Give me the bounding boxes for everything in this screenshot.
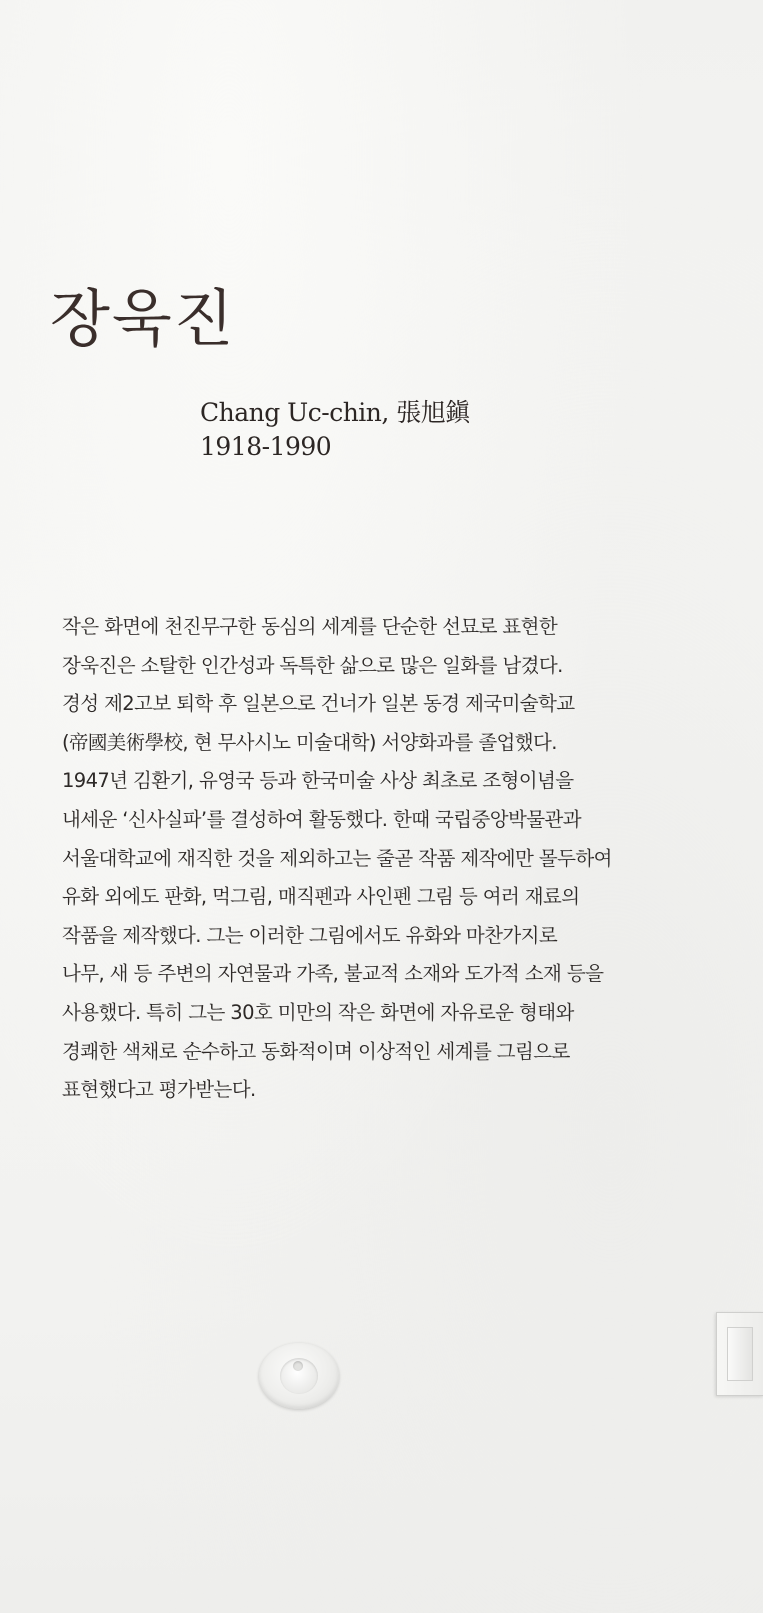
biography-line: 장욱진은 소탈한 인간성과 독특한 삶으로 많은 일화를 남겼다. [62,653,563,677]
artist-name-korean: 장욱진 [50,282,236,355]
artist-life-years: 1918-1990 [200,432,332,461]
artist-name-romanized-hanja: Chang Uc-chin, 張旭鎭 [200,398,470,427]
biography-line: 작품을 제작했다. 그는 이러한 그림에서도 유화와 마찬가지로 [62,923,558,947]
biography-line: 경성 제2고보 퇴학 후 일본으로 건너가 일본 동경 제국미술학교 [62,692,575,716]
biography-line: 경쾌한 색채로 순수하고 동화적이며 이상적인 세계를 그림으로 [62,1039,570,1063]
biography-line: 표현했다고 평가받는다. [62,1078,256,1102]
artist-biography [62,608,732,1110]
light-switch-icon [716,1312,763,1396]
artist-subtitle [200,396,470,464]
round-wall-outlet-icon [259,1343,339,1409]
biography-line: 내세운 ‘신사실파’를 결성하여 활동했다. 한때 국립중앙박물관과 [62,807,581,831]
biography-line: 작은 화면에 천진무구한 동심의 세계를 단순한 선묘로 표현한 [62,615,558,638]
biography-line: 나무, 새 등 주변의 자연물과 가족, 불교적 소재와 도가적 소재 등을 [62,962,604,986]
biography-line: 사용했다. 특히 그는 30호 미만의 작은 화면에 자유로운 형태와 [62,1000,574,1024]
biography-line: (帝國美術學校, 현 무사시노 미술대학) 서양화과를 졸업했다. [62,730,557,754]
biography-line: 서울대학교에 재직한 것을 제외하고는 줄곧 작품 제작에만 몰두하여 [62,846,612,870]
outlet-knob [293,1361,303,1371]
biography-line: 1947년 김환기, 유영국 등과 한국미술 사상 최초로 조형이념을 [62,769,574,793]
switch-toggle [727,1327,753,1381]
biography-line: 유화 외에도 판화, 먹그림, 매직펜과 사인펜 그림 등 여러 재료의 [62,885,580,909]
